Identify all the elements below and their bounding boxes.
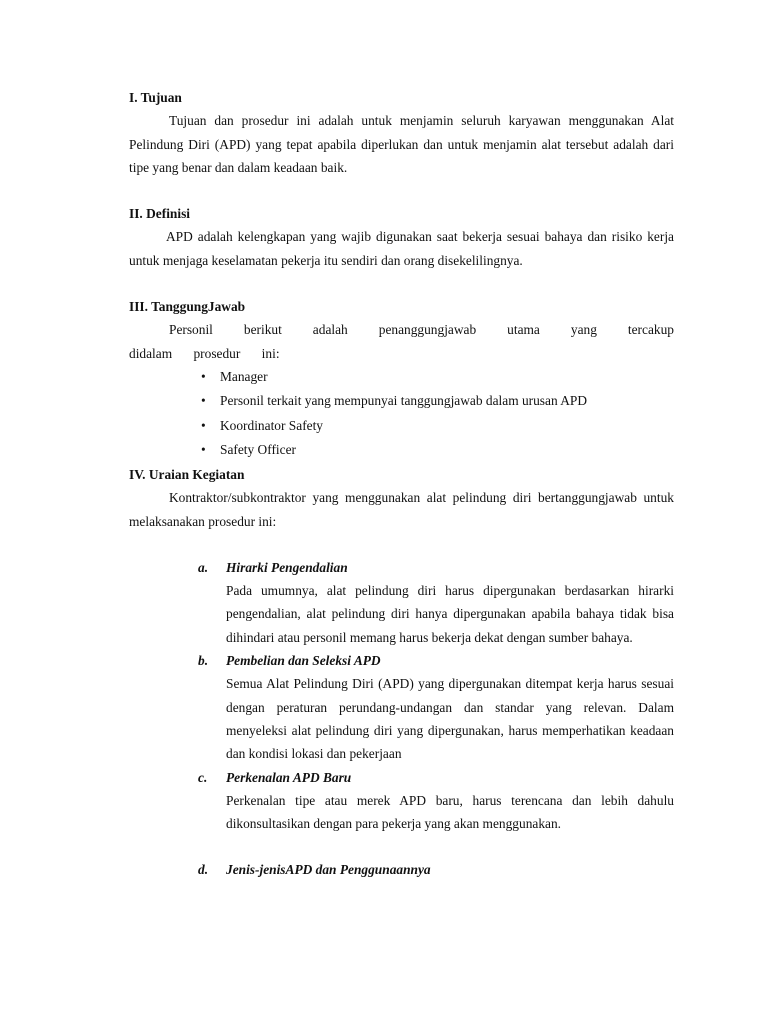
item-text: Semua Alat Pelindung Diri (APD) yang dipergunakan ditempat kerja harus sesuai dengan peraturan perundang-undangan dan standar yang relevan. Dalam menyeleksi alat pelindung diri yang dipergunakan, harus memperhatikan keadaan dan kondisi lokasi dan pekerjaan bbox=[226, 676, 674, 762]
bullet-icon: • bbox=[201, 368, 206, 384]
bullet-icon: • bbox=[201, 442, 206, 458]
list-item bbox=[201, 389, 674, 414]
heading-uraian: IV. Uraian Kegiatan bbox=[129, 466, 245, 482]
item-label: d. bbox=[198, 862, 209, 878]
heading-tanggungjawab: III. TanggungJawab bbox=[129, 299, 246, 315]
responsibility-list bbox=[201, 365, 674, 463]
item-title: Perkenalan APD Baru bbox=[226, 769, 352, 785]
document-body bbox=[129, 86, 674, 882]
item-title: Jenis-jenisAPD dan Penggunaannya bbox=[226, 862, 431, 878]
activity-item bbox=[129, 649, 674, 765]
list-item-text: Personil terkait yang mempunyai tanggungjawab dalam urusan APD bbox=[220, 393, 588, 409]
bullet-icon: • bbox=[201, 393, 206, 409]
activity-item bbox=[129, 766, 674, 836]
spacer bbox=[129, 533, 674, 556]
heading-definisi: II. Definisi bbox=[129, 206, 191, 222]
activity-list bbox=[129, 556, 674, 882]
section-tujuan bbox=[129, 86, 674, 179]
list-item-text: Safety Officer bbox=[220, 442, 296, 458]
paragraph-definisi: APD adalah kelengkapan yang wajib digunakan saat bekerja sesuai bahaya dan risiko kerja untuk menjaga keselamatan pekerja itu sendiri dan orang disekelilingnya. bbox=[129, 229, 674, 268]
heading-tujuan: I. Tujuan bbox=[129, 90, 182, 105]
section-definisi bbox=[129, 202, 674, 272]
activity-item bbox=[129, 858, 674, 881]
item-label: c. bbox=[198, 769, 208, 785]
item-text: Pada umumnya, alat pelindung diri harus dipergunakan berdasarkan hirarki pengendalian, alat pelindung diri hanya dipergunakan apabila bahaya tidak bisa dihindari atau personil memang harus bekerja dekat dengan sumber bahaya. bbox=[226, 583, 674, 645]
spacer bbox=[129, 272, 674, 295]
item-label: b. bbox=[198, 653, 209, 669]
paragraph-uraian: Kontraktor/subkontraktor yang menggunakan alat pelindung diri bertanggungjawab untuk melaksanakan prosedur ini: bbox=[129, 490, 674, 529]
activity-item bbox=[129, 556, 674, 649]
section-tanggungjawab bbox=[129, 295, 674, 463]
item-title: Pembelian dan Seleksi APD bbox=[226, 653, 381, 669]
list-item bbox=[201, 365, 674, 390]
list-item bbox=[201, 438, 674, 463]
item-text: Perkenalan tipe atau merek APD baru, harus terencana dan lebih dahulu dikonsultasikan dengan para pekerja yang akan menggunakan. bbox=[226, 792, 674, 832]
paragraph-tujuan: Tujuan dan prosedur ini adalah untuk menjamin seluruh karyawan menggunakan Alat Pelindung Diri (APD) yang tepat apabila diperlukan dan untuk menjamin alat tersebut adalah dari tipe yang benar dan dalam keadaan baik. bbox=[129, 113, 674, 175]
list-item-text: Koordinator Safety bbox=[220, 417, 324, 433]
item-label: a. bbox=[198, 559, 209, 575]
spacer bbox=[129, 179, 674, 202]
section-uraian bbox=[129, 463, 674, 882]
list-item-text: Manager bbox=[220, 368, 268, 384]
bullet-icon: • bbox=[201, 417, 206, 433]
list-item bbox=[201, 414, 674, 439]
item-title: Hirarki Pengendalian bbox=[226, 559, 348, 575]
paragraph-tanggungjawab: Personil berikut adalah penanggungjawab utama yang tercakup didalam prosedur ini: bbox=[129, 322, 674, 361]
